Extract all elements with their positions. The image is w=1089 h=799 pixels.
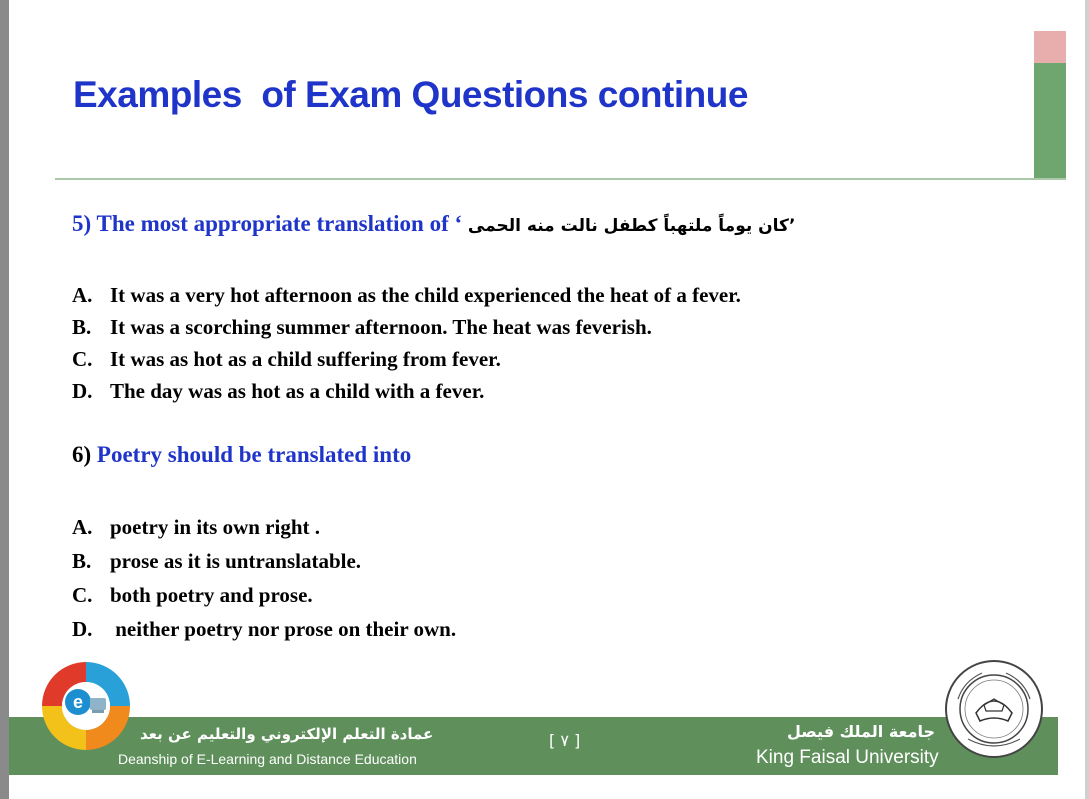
svg-text:e: e <box>72 692 84 712</box>
option-item <box>72 375 741 407</box>
university-english-name: King Faisal University <box>756 747 939 768</box>
option-item <box>72 510 456 544</box>
e-learning-logo-icon <box>38 658 134 762</box>
option-letter: C. <box>72 583 93 607</box>
question-5 <box>72 211 795 237</box>
question-5-arabic-phrase: كان يوماً ملتهباً كطفل نالت منه الحمى <box>467 216 789 236</box>
question-5-close-quote: ’ <box>788 216 796 236</box>
window-right-edge <box>1085 0 1089 799</box>
option-letter: B. <box>72 549 92 573</box>
question-5-options <box>72 279 741 407</box>
option-item <box>72 578 456 612</box>
slide-title: Examples of Exam Questions continue <box>73 74 748 115</box>
option-item <box>72 343 741 375</box>
option-item <box>72 544 456 578</box>
deanship-english-name: Deanship of E-Learning and Distance Education <box>118 751 417 767</box>
option-letter: D. <box>72 379 93 403</box>
title-accent-pink-block <box>1034 31 1066 63</box>
option-item <box>72 279 741 311</box>
option-letter: C. <box>72 347 93 371</box>
deanship-arabic-name: عمادة التعلم الإلكتروني والتعليم عن بعد <box>140 725 434 743</box>
option-text: The day was as hot as a child with a fever. <box>110 379 485 403</box>
window-left-edge <box>0 0 9 799</box>
option-text: neither poetry nor prose on their own. <box>110 617 457 641</box>
title-accent-green-block <box>1034 63 1066 178</box>
question-5-label: 5) The most appropriate translation of ‘ <box>72 211 468 236</box>
option-letter: A. <box>72 283 93 307</box>
question-6-options <box>72 510 456 646</box>
question-6 <box>72 442 411 468</box>
option-item <box>72 311 741 343</box>
page-number: [ ٧ ] <box>549 731 581 750</box>
option-text: poetry in its own right . <box>110 515 320 539</box>
option-text: both poetry and prose. <box>110 583 313 607</box>
option-letter: B. <box>72 315 92 339</box>
option-text: It was a very hot afternoon as the child experienced the heat of a fever. <box>110 283 741 307</box>
option-item <box>72 612 456 646</box>
option-text: It was as hot as a child suffering from fever. <box>110 347 501 371</box>
title-divider <box>55 178 1066 180</box>
option-letter: D. <box>72 617 93 641</box>
university-arabic-name: جامعة الملك فيصل <box>787 722 936 741</box>
question-6-number: 6) <box>72 442 97 467</box>
option-text: It was a scorching summer afternoon. The heat was feverish. <box>110 315 652 339</box>
option-letter: A. <box>72 515 93 539</box>
question-6-label: Poetry should be translated into <box>96 442 412 467</box>
option-text: prose as it is untranslatable. <box>110 549 362 573</box>
university-seal-icon <box>944 659 1044 759</box>
